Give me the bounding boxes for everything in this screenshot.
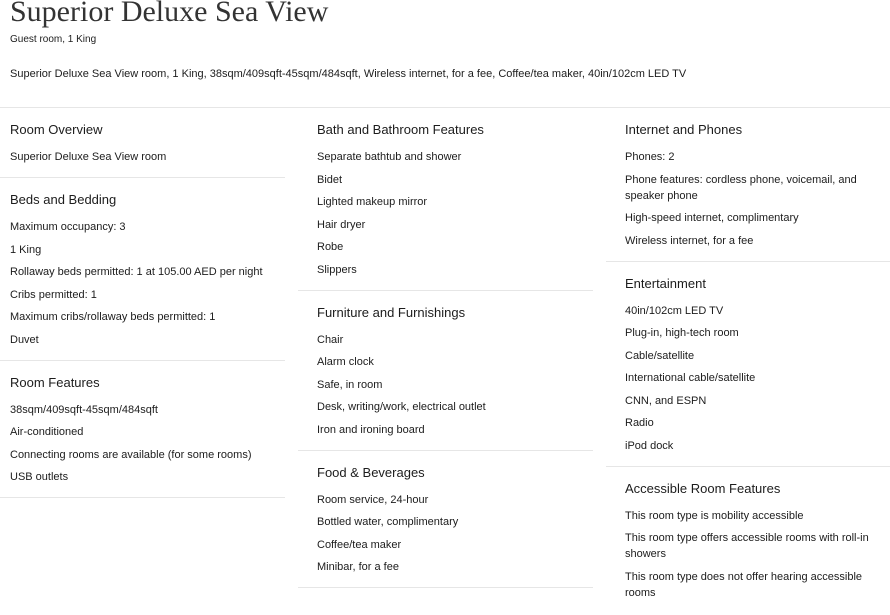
feature-item: Separate bathtub and shower — [317, 151, 462, 163]
features-column-2 — [298, 108, 593, 588]
feature-item: Radio — [625, 417, 654, 429]
section-title: Furniture and Furnishings — [317, 304, 466, 320]
section-room-features — [0, 361, 285, 499]
features-column-3 — [606, 108, 890, 613]
section-title: Food & Beverages — [317, 464, 425, 480]
feature-item: Plug-in, high-tech room — [625, 327, 739, 339]
feature-item: Phones: 2 — [625, 151, 675, 163]
section-title: Beds and Bedding — [10, 192, 117, 207]
feature-item: Lighted makeup mirror — [317, 196, 428, 208]
page-title: Superior Deluxe Sea View — [10, 0, 329, 28]
feature-item: International cable/satellite — [625, 372, 756, 384]
feature-item: Duvet — [10, 333, 39, 346]
feature-item: Maximum cribs/rollaway beds permitted: 1 — [10, 311, 216, 323]
feature-item: Maximum occupancy: 3 — [10, 221, 126, 233]
section-room-overview — [0, 108, 285, 178]
feature-item: Phone features: cordless phone, voicemail, and speaker phone — [625, 173, 857, 202]
feature-item: Bidet — [317, 173, 343, 186]
feature-item: This room type offers accessible rooms with roll-in showers — [625, 532, 869, 560]
feature-item: Slippers — [317, 263, 357, 276]
feature-item: This room type is mobility accessible — [625, 509, 804, 522]
section-title: Room Overview — [10, 122, 103, 137]
feature-item: Room service, 24-hour — [317, 493, 429, 506]
feature-item: USB outlets — [10, 471, 69, 483]
room-summary: Superior Deluxe Sea View room, 1 King, 38sqm/409sqft-45sqm/484sqft, Wireless internet, for a fee, Coffee/tea maker, 40in/102cm LED TV — [10, 68, 687, 80]
feature-item: Cable/satellite — [625, 349, 695, 362]
features-column-1 — [0, 108, 285, 498]
feature-item: Wireless internet, for a fee — [625, 234, 754, 247]
section-food-and-beverages — [298, 451, 593, 589]
feature-item: 38sqm/409sqft-45sqm/484sqft — [10, 403, 158, 416]
feature-item: Rollaway beds permitted: 1 at 105.00 AED per night — [10, 266, 263, 278]
room-subtitle: Guest room, 1 King — [10, 34, 97, 45]
feature-item: Coffee/tea maker — [317, 538, 402, 551]
feature-item: High-speed internet, complimentary — [625, 212, 799, 224]
section-beds-and-bedding — [0, 178, 285, 361]
feature-item: Air-conditioned — [10, 426, 84, 438]
feature-item: Safe, in room — [317, 378, 383, 391]
section-title: Entertainment — [625, 275, 706, 291]
feature-item: Bottled water, complimentary — [317, 516, 459, 528]
feature-item: Superior Deluxe Sea View room — [10, 151, 167, 163]
feature-item: Chair — [317, 333, 344, 346]
feature-item: Hair dryer — [317, 218, 366, 231]
feature-item: Connecting rooms are available (for some rooms) — [10, 448, 252, 461]
section-bath-and-bathroom — [298, 108, 593, 291]
feature-item: Robe — [317, 241, 344, 253]
section-title: Room Features — [10, 374, 100, 390]
feature-item: 1 King — [10, 243, 42, 256]
feature-item: Iron and ironing board — [317, 423, 425, 436]
feature-item: Alarm clock — [317, 356, 374, 368]
feature-item: This room type does not offer hearing accessible rooms — [625, 570, 863, 599]
section-furniture-and-furnishings — [298, 291, 593, 451]
section-internet-and-phones — [606, 108, 890, 262]
feature-item: Cribs permitted: 1 — [10, 288, 97, 301]
feature-item: CNN, and ESPN — [625, 394, 707, 407]
feature-item: iPod dock — [625, 439, 674, 452]
section-title: Bath and Bathroom Features — [317, 122, 484, 137]
section-entertainment — [606, 262, 890, 467]
feature-item: Desk, writing/work, electrical outlet — [317, 401, 486, 413]
section-title: Accessible Room Features — [625, 480, 781, 496]
section-title: Internet and Phones — [625, 122, 743, 137]
feature-item: Minibar, for a fee — [317, 561, 399, 573]
section-accessible-room-features — [606, 467, 890, 613]
feature-item: 40in/102cm LED TV — [625, 304, 724, 317]
